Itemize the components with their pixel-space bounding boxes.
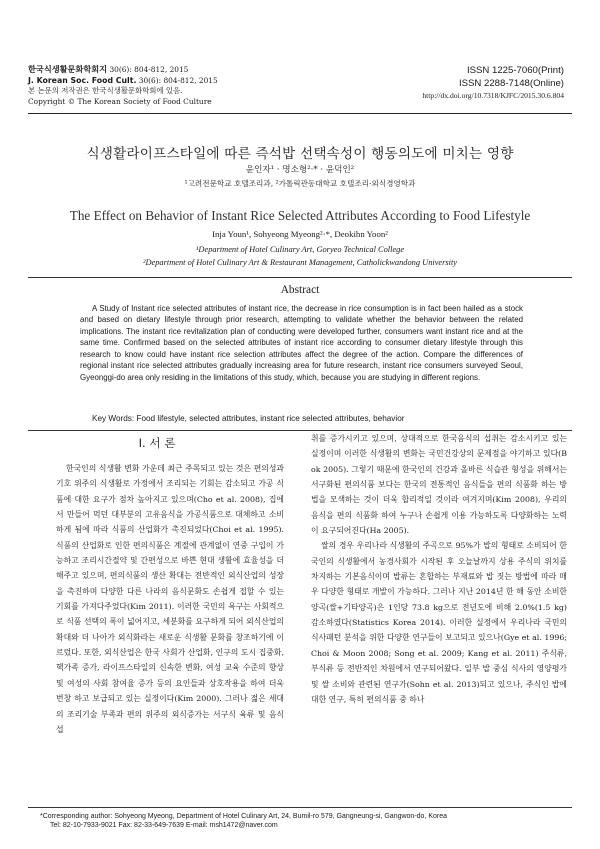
journal-name-en: J. Korean Soc. Food Cult. [28,75,137,85]
corresponding-author: *Corresponding author: Sohyeong Myeong, Department of Hotel Culinary Art, 24, Bumil-ro 579, Gangneung-si, Gangwon-do, Korea [40,813,448,820]
footnote [40,812,447,830]
journal-volume-en: 30(6): 804-812, 2015 [136,75,218,85]
abstract-top-rule [28,277,572,278]
copyright: Copyright © The Korean Society of Food Culture [28,96,212,106]
issn-online: ISSN 2288-7148(Online) [458,78,564,89]
journal-volume-ko: 30(6): 804-812, 2015 [107,65,189,74]
issn-print: ISSN 1225-7060(Print) [466,65,564,76]
authors-korean: 윤인자¹ · 명소형²·* · 윤덕인² [245,165,355,175]
affiliation-english-2: ²Department of Hotel Culinary Art & Restaurant Management, Catholickwandong University [142,258,458,267]
header-rule [28,113,572,114]
title-english: The Effect on Behavior of Instant Rice Selected Attributes According to Food Lifestyle [69,208,531,223]
journal-name-ko: 한국식생활문화학회지 [28,64,108,74]
affiliation-english-1: ¹Department of Hotel Culinary Art, Goryeo Technical College [195,245,405,254]
affiliations-korean: ¹고려전문학교 호텔조리과, ²가톨릭관동대학교 호텔조리·외식경영학과 [184,179,416,188]
doi-link[interactable]: http://dx.doi.org/10.7318/KJFC/2015.30.6.804 [422,91,564,100]
abstract-body: A Study of Instant rice selected attributes of instant rice, the decrease in rice consumption is in fact been hailed as a stock and based on dietary lifestyle through prior research, attempting to validate whether the behavior between the related implications. The instant rice revitalization plan of conducting were developed further, consumers want instant rice and at the same time. Confirmed based on the selected attributes of instant rice according to consumer dietary lifestyle through this research to know could have instant rice selection attributes affect the degree of the action. Compare the differences of regional instant rice selected attributes gradually increasing area for future research, instant rice consumers surveyed Seoul, Gyeonggi-do area only residing in the limitations of this study, which, because you are studying in different regions. [80,304,523,382]
body-left-column: 한국인의 식생활 변화 가운데 최근 주목되고 있는 것은 편의성과 기호 위주의 식생활로 가정에서 조리되는 기회는 감소되고 가공 식품에 대한 요구가 점차 높아지고 있으며(Cho et al. 2008), 집에서 만들어 먹던 대부분의 고유음식을 가공식품으로 대체하고 소비하게 됨에 따라 식품의 산업화가 촉진되었다(Choi et al. 1995). 식품의 산업화로 인한 편의식품은 계절에 관계없이 연중 구입이 가능하고 조리시간절약 및 간편성으로 바쁜 현대 생활에 효율성을 더해주고 있으며, 편의식품의 생산 확대는 전반적인 외식산업의 성장을 촉진하며 다양한 다른 나라의 음식문화도 손쉽게 접할 수 있는 기회를 가져다주었다(Kim 2011). 이러한 국민의 욕구는 사회적으로 식품 선택의 폭이 넓어지고, 세분화를 요구하게 되어 외식산업의 확대와 더 나아가 외식화라는 새로운 식생활 문화를 창조하기에 이르렀다. 또한, 외식산업은 한국 사회가 산업화, 인구의 도시 집중화, 핵가족 증가, 라이프스타일의 신속한 변화, 여성 교육 수준의 향상 및 여성의 사회 참여율 증가 등의 요인들과 상호작용을 하여 더욱 번창 하고 보급되고 있는 실정이다(Kim 2000). 그러나 젊은 세대의 조리기술 부족과 편의 위주의 외식증가는 서구식 육류 및 음식 섭 [56,464,284,734]
copyright-notice: 본 논문의 저작권은 한국식생활문화학회에 있음. [28,86,183,96]
abstract-heading: Abstract [280,284,320,296]
section-heading-introduction: Ⅰ. 서 론 [138,436,176,450]
body-right-column [311,431,567,707]
keywords: Key Words: Food lifestyle, selected attributes, instant rice selected attributes, behavior [92,414,405,423]
footnote-rule [28,807,572,808]
title-korean: 식생활라이프스타일에 따른 즉석밥 선택속성이 행동의도에 미치는 영향 [86,146,514,162]
body-paragraph: 취를 증가시키고 있으며, 상대적으로 한국음식의 섭취는 감소시키고 있는 실정이며 이러한 식생활의 변화는 국민건강상의 문제점을 야기하고 있다(Bok 2005). 그렇기 때문에 한국인의 건강과 올바른 식습관 형성을 위해서는 서구화된 편의식품 보다는 한국의 전통적인 음식들을 편의 식품화 하는 방법을 모색하는 것이 더욱 합리적일 것이라 여겨지며(Kim 2008), 우리의 음식을 편의 식품화 하여 누구나 손쉽게 이용 가능하도록 다양화하는 노력이 요구되어진다(Ha 2005). [311,434,567,536]
issn-block [422,64,564,101]
body-paragraph: 쌀의 경우 우리나라 식생활의 주곡으로 95%가 밥의 형태로 소비되어 한국인의 식생활에서 농경사회가 시작된 후 오늘날까지 상용 주식의 위치를 차지하는 기본음식이며 밥류는 혼합하는 부재료와 밥 짓는 방법에 따라 매우 다양한 형태로 개발이 가능하다. 그러나 지난 2014년 한 해 동안 소비한 양곡(쌀+기타양곡)은 1인당 73.8 kg으로 전년도에 비해 2.0%(1.5 kg) 감소하였다(Statistics Korea 2014). 이러한 실정에서 우리나라 국민의 식사패턴 분석을 위한 다양한 연구들이 보고되고 있으나(Gye et al. 1996; Choi & Moon 2008; Song et al. 2009; Kang et al. 2011) 주식류, 부식류 등 전반적인 차원에서 연구되어왔다. 일부 밥 중심 식사의 영양평가 및 쌀 소비와 관련된 연구가(Sohn et al. 2013)되고 있으나, 주식인 밥에 대한 연구, 특히 편의식품 중 하나 [311,541,567,704]
contact-info: Tel: 82-10-7933-9021 Fax: 82-33-649-7639 E-mail: msh1472@naver.com [50,822,278,830]
journal-header [28,64,328,107]
authors-english: Inja Youn¹, Sohyeong Myeong²·*, Deokihn Yoon² [212,229,388,239]
